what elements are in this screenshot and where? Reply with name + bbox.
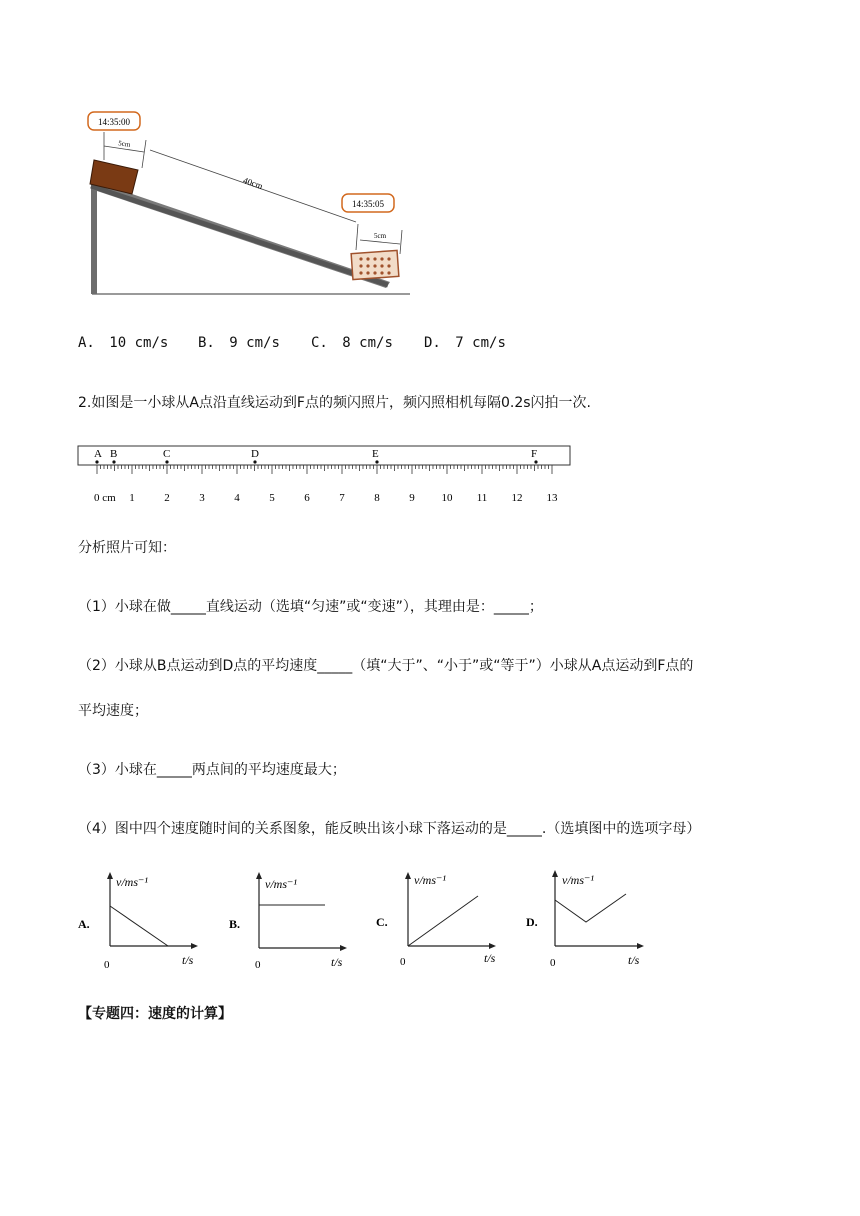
graph-a[interactable]	[76, 868, 206, 972]
ball-position-dot	[112, 460, 115, 463]
graph-a-ylabel: v/ms⁻¹	[116, 875, 148, 889]
len-distance: 40cm	[241, 175, 265, 192]
tick-12: 12	[511, 492, 523, 504]
point-label-d: D	[251, 448, 259, 460]
graph-c[interactable]	[372, 866, 502, 970]
graph-c-origin: 0	[400, 956, 406, 968]
q2-stem: 2.如图是一小球从A点沿直线运动到F点的频闪照片，频闪照相机每隔0.2s闪拍一次.	[78, 395, 591, 411]
graph-d-origin: 0	[550, 957, 556, 969]
sub-question-2-line1: （2）小球从B点运动到D点的平均速度_____（填“大于”、“小于”或“等于”）小球从A点运动到F点的	[78, 658, 694, 674]
graph-c-letter: C.	[376, 915, 388, 929]
graph-d-xlabel: t/s	[628, 953, 640, 967]
ball-position-dot	[253, 460, 256, 463]
tick-8: 8	[374, 492, 380, 504]
sub-question-2-line2: 平均速度；	[78, 703, 148, 719]
analysis-intro: 分析照片可知：	[78, 540, 176, 556]
graph-c-ylabel: v/ms⁻¹	[414, 873, 446, 887]
point-label-a: A	[94, 448, 102, 460]
ball-position-dot	[95, 460, 98, 463]
graph-b[interactable]	[225, 868, 355, 972]
ball-position-dot	[534, 460, 537, 463]
graph-b-origin: 0	[255, 959, 261, 971]
tick-11: 11	[476, 492, 488, 504]
time-end-label: 14:35:05	[351, 199, 385, 209]
tick-3: 3	[199, 492, 205, 504]
option-a[interactable]: A. 10 cm/s	[78, 335, 169, 351]
sub-question-1: （1）小球在做_____直线运动（选填“匀速”或“变速”），其理由是：_____；	[78, 599, 543, 615]
point-label-b: B	[110, 448, 118, 460]
graph-c-xlabel: t/s	[484, 951, 496, 965]
graph-b-letter: B.	[229, 917, 241, 931]
graph-d-ylabel: v/ms⁻¹	[562, 873, 594, 887]
point-label-f: F	[531, 448, 538, 460]
incline-figure	[80, 104, 412, 300]
tick-4: 4	[234, 492, 240, 504]
graph-a-xlabel: t/s	[182, 953, 194, 967]
section-title: 【专题四：速度的计算】	[78, 1006, 232, 1022]
option-b[interactable]: B. 9 cm/s	[198, 335, 280, 351]
graph-c-line	[408, 896, 478, 946]
tick-13: 13	[546, 492, 558, 504]
sub-question-3: （3）小球在_____两点间的平均速度最大；	[78, 762, 346, 778]
tick-10: 10	[441, 492, 453, 504]
ruler-figure	[76, 444, 576, 506]
tick-6: 6	[304, 492, 310, 504]
graph-b-xlabel: t/s	[331, 955, 343, 969]
ball-position-dot	[165, 460, 168, 463]
option-c[interactable]: C. 8 cm/s	[311, 335, 393, 351]
graph-b-ylabel: v/ms⁻¹	[265, 877, 297, 891]
sub-question-4: （4）图中四个速度随时间的关系图象，能反映出该小球下落运动的是_____.（选填图中的选项字母）	[78, 821, 701, 837]
option-d[interactable]: D. 7 cm/s	[424, 335, 506, 351]
block-end	[351, 250, 399, 279]
ruler-unit: 0 cm	[94, 492, 116, 504]
graph-a-origin: 0	[104, 959, 110, 971]
tick-9: 9	[409, 492, 415, 504]
graph-a-letter: A.	[78, 917, 90, 931]
graph-d-letter: D.	[526, 915, 538, 929]
time-start-label: 14:35:00	[97, 117, 131, 127]
graph-d[interactable]	[522, 866, 652, 970]
tick-1: 1	[129, 492, 135, 504]
point-label-c: C	[163, 448, 171, 460]
ball-position-dot	[375, 460, 378, 463]
tick-5: 5	[269, 492, 275, 504]
tick-7: 7	[339, 492, 345, 504]
tick-2: 2	[164, 492, 170, 504]
len-block-right: 5cm	[373, 232, 387, 240]
point-label-e: E	[372, 448, 379, 460]
graph-d-line	[555, 894, 626, 922]
graph-a-line	[110, 906, 168, 946]
len-block-left: 5cm	[117, 139, 131, 149]
